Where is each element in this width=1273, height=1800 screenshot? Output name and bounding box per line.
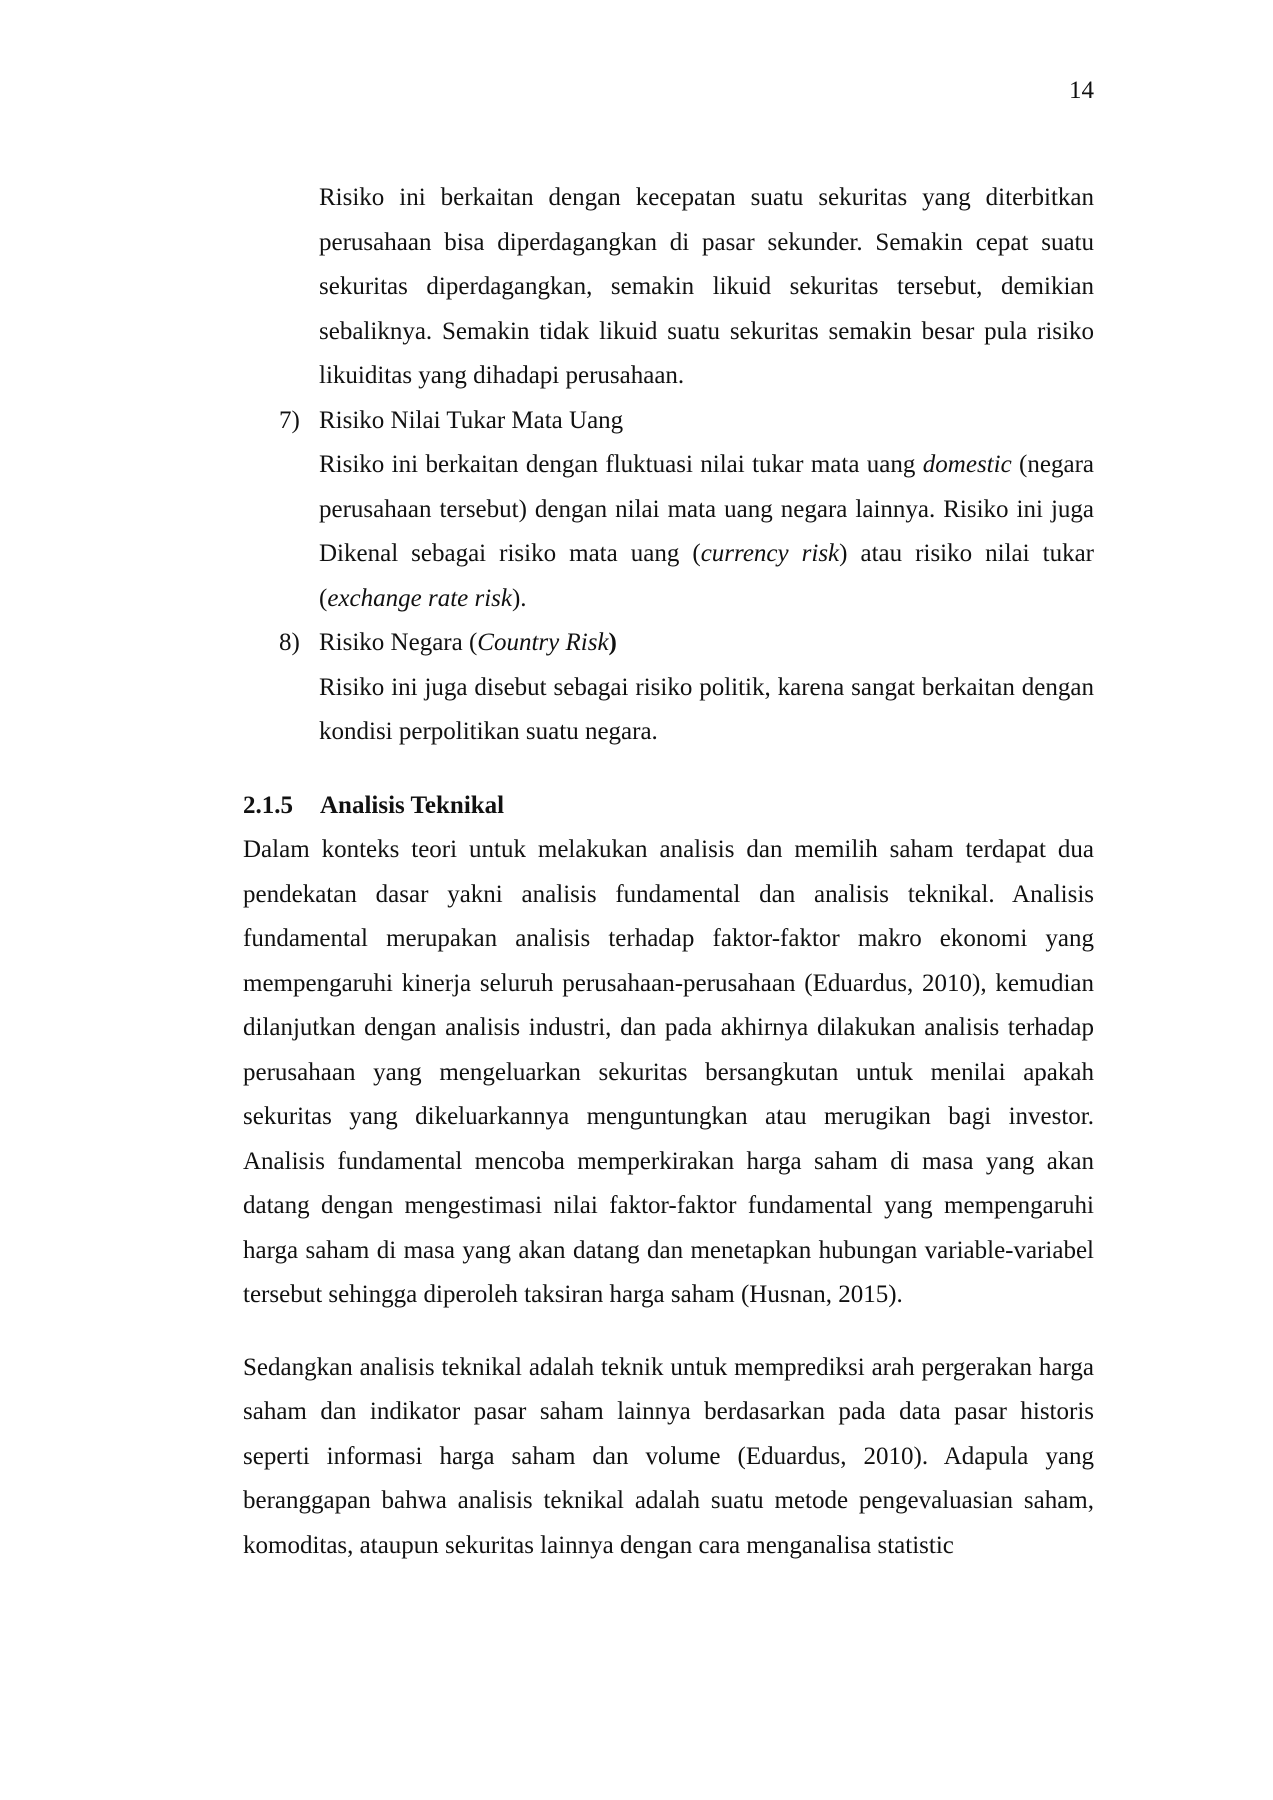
list-item-number: 7) bbox=[279, 406, 300, 434]
text-run: ) atau risiko nilai tukar ( bbox=[319, 540, 1094, 612]
text-run: ). bbox=[511, 584, 527, 612]
section-heading bbox=[243, 784, 1094, 829]
country-risk-paragraph: Risiko ini juga disebut sebagai risiko politik, karena sangat berkaitan dengan kondisi perpolitikan suatu negara. bbox=[319, 673, 1094, 745]
list-item-country-risk-heading bbox=[279, 621, 1094, 666]
text-run: Risiko ini berkaitan dengan fluktuasi nilai tukar mata uang bbox=[319, 451, 923, 478]
section-title: Analisis Teknikal bbox=[320, 791, 505, 819]
list-item-title: Risiko Nilai Tukar Mata Uang bbox=[319, 406, 624, 434]
italic-term-country-risk: Country Risk bbox=[477, 629, 609, 656]
italic-term-currency-risk: currency risk bbox=[700, 540, 840, 567]
italic-term-exchange-rate-risk: exchange rate risk bbox=[327, 584, 512, 612]
page-number: 14 bbox=[1069, 77, 1094, 104]
currency-risk-paragraph bbox=[319, 443, 1094, 621]
page-content bbox=[243, 176, 1094, 1568]
list-item-number: 8) bbox=[279, 629, 300, 656]
section-number: 2.1.5 bbox=[243, 791, 293, 819]
text-run: (negara perusahaan tersebut) dengan nilai mata uang negara lainnya. Risiko ini juga Dikenal sebagai risiko mata uang ( bbox=[319, 451, 1094, 567]
technical-analysis-paragraph-2: Sedangkan analisis teknikal adalah teknik untuk memprediksi arah pergerakan harga saham dan indikator pasar saham lainnya berdasarkan pada data pasar historis seperti informasi harga saham dan volume (Eduardus, 2010). Adapula yang beranggapan bahwa analisis teknikal adalah suatu metode pengevaluasian saham, komoditas, ataupun sekuritas lainnya dengan cara menganalisa statistic bbox=[243, 1353, 1094, 1559]
list-item-title-close: ) bbox=[608, 629, 617, 656]
list-item-currency-risk-heading bbox=[279, 399, 1094, 444]
italic-term-domestic: domestic bbox=[922, 451, 1012, 478]
technical-analysis-paragraph-1: Dalam konteks teori untuk melakukan analisis dan memilih saham terdapat dua pendekatan dasar yakni analisis fundamental dan analisis teknikal. Analisis fundamental merupakan analisis terhadap faktor-faktor makro ekonomi yang mempengaruhi kinerja seluruh perusahaan-perusahaan (Eduardus, 2010), kemudian dilanjutkan dengan analisis industri, dan pada akhirnya dilakukan analisis terhadap perusahaan yang mengeluarkan sekuritas bersangkutan untuk menilai apakah sekuritas yang dikeluarkannya menguntungkan atau merugikan bagi investor. Analisis fundamental mencoba memperkirakan harga saham di masa yang akan datang dengan mengestimasi nilai faktor-faktor fundamental yang mempengaruhi harga saham di masa yang akan datang dan menetapkan hubungan variable-variabel tersebut sehingga diperoleh taksiran harga saham (Husnan, 2015). bbox=[243, 836, 1094, 1308]
liquidity-risk-paragraph: Risiko ini berkaitan dengan kecepatan suatu sekuritas yang diterbitkan perusahaan bisa diperdagangkan di pasar sekunder. Semakin cepat suatu sekuritas diperdagangkan, semakin likuid sekuritas tersebut, demikian sebaliknya. Semakin tidak likuid suatu sekuritas semakin besar pula risiko likuiditas yang dihadapi perusahaan. bbox=[319, 184, 1094, 389]
list-item-title: Risiko Negara ( bbox=[319, 629, 478, 656]
paragraph-gap bbox=[243, 1318, 1094, 1346]
